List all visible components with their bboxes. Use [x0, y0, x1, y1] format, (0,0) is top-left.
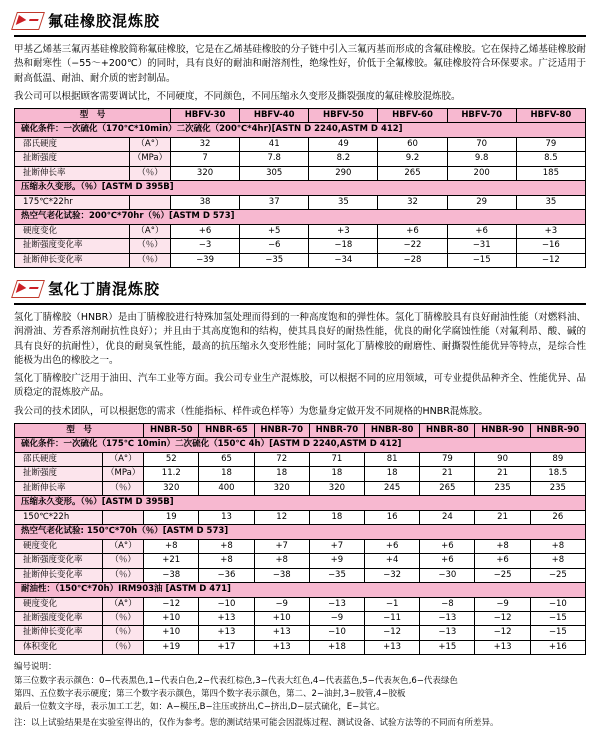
- header-col-5: HNBR-80: [420, 423, 475, 437]
- cell: +6: [170, 224, 239, 238]
- band-row: [15, 123, 586, 137]
- footer-line-3: 最后一位数文字母，表示加工工艺，如：A−模压,B−注压或挤出,C−挤出,D−层式硫化，E−其它。: [14, 701, 385, 712]
- header-col-6: HNBR-90: [475, 423, 530, 437]
- row-label: 体积变化: [15, 640, 103, 654]
- band-row: [15, 210, 586, 224]
- row-label: 扯断强度变化率: [15, 239, 130, 253]
- cell: −18: [309, 239, 378, 253]
- cell: +8: [475, 539, 530, 553]
- cell: 79: [516, 137, 585, 151]
- row-unit: [129, 195, 170, 209]
- table-row: [15, 166, 586, 180]
- band-compression-set: 压缩永久变形。（％）[ASTM D 395B]: [15, 181, 586, 195]
- header-col-1: HNBR-65: [199, 423, 254, 437]
- cell: −12: [475, 612, 530, 626]
- cell: 305: [240, 166, 309, 180]
- cell: +10: [144, 612, 199, 626]
- cell: 235: [530, 481, 585, 495]
- cell: 72: [254, 452, 309, 466]
- header-col-7: HNBR-90: [530, 423, 585, 437]
- cell: +13: [365, 640, 420, 654]
- cell: +8: [199, 539, 254, 553]
- header-col-4: HNBR-80: [365, 423, 420, 437]
- cell: 320: [254, 481, 309, 495]
- cell: −10: [309, 626, 364, 640]
- cell: 400: [199, 481, 254, 495]
- cell: −25: [530, 568, 585, 582]
- table-row: [15, 612, 586, 626]
- cell: 21: [475, 467, 530, 481]
- cell: 32: [170, 137, 239, 151]
- cell: 65: [199, 452, 254, 466]
- section1-paragraph-2: 我公司可以根据顾客需要调试比，不同硬度，不同颜色，不同压缩永久变形及撕裂强度的氟硅橡胶混炼胶。: [14, 90, 461, 102]
- cell: +17: [199, 640, 254, 654]
- section1-header: [14, 10, 586, 31]
- row-label: 扯断伸长率: [15, 166, 130, 180]
- table-row: [15, 626, 586, 640]
- cell: −6: [240, 239, 309, 253]
- cell: +6: [365, 539, 420, 553]
- header-col-1: HBFV-40: [240, 109, 309, 123]
- cell: −25: [475, 568, 530, 582]
- row-unit: （MPa）: [129, 152, 170, 166]
- cell: −32: [365, 568, 420, 582]
- table-row: [15, 510, 586, 524]
- cell: −10: [530, 597, 585, 611]
- cell: 21: [475, 510, 530, 524]
- table-row: [15, 568, 586, 582]
- cell: 79: [420, 452, 475, 466]
- row-label: 扯断伸长变化率: [15, 253, 130, 267]
- cell: 18: [309, 510, 364, 524]
- section2-paragraph-3: 我公司的技术团队，可以根据您的需求（性能指标、样件或色样等）为您量身定做开发不同规格的HNBR混炼胶。: [14, 405, 488, 417]
- cell: 200: [447, 166, 516, 180]
- flag-icon: [11, 12, 45, 30]
- cell: +5: [240, 224, 309, 238]
- divider: [14, 35, 586, 37]
- cell: −12: [475, 626, 530, 640]
- hnbr-table: [14, 423, 586, 656]
- cell: 245: [365, 481, 420, 495]
- table-row: [15, 195, 586, 209]
- row-unit: （％）: [103, 481, 144, 495]
- header-col-2: HBFV-50: [309, 109, 378, 123]
- cell: −1: [365, 597, 420, 611]
- cell: −22: [378, 239, 447, 253]
- row-unit: （％）: [103, 554, 144, 568]
- table-row: [15, 539, 586, 553]
- cell: +10: [144, 626, 199, 640]
- cell: +6: [420, 554, 475, 568]
- row-unit: （A°）: [129, 137, 170, 151]
- section2-header: [14, 278, 586, 299]
- section-fluorosilicone: [14, 10, 586, 268]
- cell: −38: [144, 568, 199, 582]
- cell: 90: [475, 452, 530, 466]
- cell: 12: [254, 510, 309, 524]
- row-label: 175℃*22hr: [15, 195, 130, 209]
- table-header-row: [15, 109, 586, 123]
- row-unit: （％）: [103, 568, 144, 582]
- cell: −9: [475, 597, 530, 611]
- cell: −31: [447, 239, 516, 253]
- cell: 26: [530, 510, 585, 524]
- cell: 35: [516, 195, 585, 209]
- footer-line-1: 第三位数字表示颜色：0−代表黑色,1−代表白色,2−代表红棕色,3−代表大红色,4−代表蓝色,5−代表灰色,6−代表绿色: [14, 675, 458, 686]
- cell: −12: [516, 253, 585, 267]
- table-row: [15, 554, 586, 568]
- cell: 21: [420, 467, 475, 481]
- row-unit: （A°）: [103, 597, 144, 611]
- table-row: [15, 253, 586, 267]
- cell: 70: [447, 137, 516, 151]
- band-row: [15, 438, 586, 452]
- cell: 18.5: [530, 467, 585, 481]
- cell: +8: [144, 539, 199, 553]
- footer-notes: [14, 661, 586, 730]
- cell: −28: [378, 253, 447, 267]
- header-col-5: HBFV-80: [516, 109, 585, 123]
- cell: 18: [199, 467, 254, 481]
- cell: 32: [378, 195, 447, 209]
- row-label: 扯断伸长变化率: [15, 568, 103, 582]
- cell: 265: [378, 166, 447, 180]
- row-label: 扯断强度: [15, 152, 130, 166]
- cell: 265: [420, 481, 475, 495]
- row-unit: （％）: [103, 626, 144, 640]
- header-model: 型 号: [15, 423, 144, 437]
- cell: −13: [420, 626, 475, 640]
- cell: +13: [199, 612, 254, 626]
- row-unit: （A°）: [103, 452, 144, 466]
- cell: 290: [309, 166, 378, 180]
- table-row: [15, 467, 586, 481]
- cell: 9.8: [447, 152, 516, 166]
- header-col-0: HBFV-30: [170, 109, 239, 123]
- row-label: 150℃*22h: [15, 510, 103, 524]
- cell: 185: [516, 166, 585, 180]
- cell: +21: [144, 554, 199, 568]
- cell: 8.2: [309, 152, 378, 166]
- cell: −30: [420, 568, 475, 582]
- section2-paragraph-2: 氢化丁腈橡胶广泛用于油田、汽车工业等方面。我公司专业生产混炼胶，可以根据不同的应用领域，可专业提供品种齐全、性能优异、品质稳定的混炼胶产品。: [14, 373, 586, 399]
- cell: +6: [378, 224, 447, 238]
- cell: +6: [475, 554, 530, 568]
- cell: 18: [365, 467, 420, 481]
- cell: 18: [309, 467, 364, 481]
- table-row: [15, 481, 586, 495]
- band-oil-resistance: 耐油性：（150℃*70h）IRM903油 [ASTM D 471]: [15, 583, 586, 597]
- section-hnbr: [14, 278, 586, 655]
- band-row: [15, 525, 586, 539]
- cell: 19: [144, 510, 199, 524]
- cell: +13: [475, 640, 530, 654]
- band-row: [15, 583, 586, 597]
- cell: +19: [144, 640, 199, 654]
- band-cure-conditions: 硫化条件：一次硫化（170℃*10min）二次硫化（200℃*4hr)[ASTN D 2240,ASTM D 412]: [15, 123, 586, 137]
- section2-title: 氢化丁腈混炼胶: [48, 280, 161, 299]
- cell: +13: [254, 626, 309, 640]
- flag-icon: [11, 280, 45, 298]
- fluorosilicone-table: [14, 108, 586, 268]
- cell: 8.5: [516, 152, 585, 166]
- cell: +16: [530, 640, 585, 654]
- footer-line-2: 第四、五位数字表示硬度；第三个数字表示颜色，第四个数字表示颜色，第二、2−油封,3−胶管,4−胶板: [14, 688, 406, 699]
- cell: +7: [254, 539, 309, 553]
- cell: −12: [144, 597, 199, 611]
- cell: +8: [530, 554, 585, 568]
- row-label: 硬度变化: [15, 597, 103, 611]
- cell: −12: [365, 626, 420, 640]
- cell: 235: [475, 481, 530, 495]
- cell: 7.8: [240, 152, 309, 166]
- cell: −3: [170, 239, 239, 253]
- cell: 35: [309, 195, 378, 209]
- band-compression-set: 压缩永久变形。（％）[ASTM D 395B]: [15, 496, 586, 510]
- cell: 16: [365, 510, 420, 524]
- cell: 18: [254, 467, 309, 481]
- footer-disclaimer: 注：以上试验结果是在实验室得出的，仅作为参考。您的测试结果可能会因混炼过程、测试设备、试验方法等的不同而有所差异。: [14, 718, 499, 729]
- cell: 29: [447, 195, 516, 209]
- header-col-3: HBFV-60: [378, 109, 447, 123]
- cell: +8: [254, 554, 309, 568]
- cell: −34: [309, 253, 378, 267]
- section1-paragraph-1: 甲基乙烯基三氟丙基硅橡胶简称氟硅橡胶，它是在乙烯基硅橡胶的分子链中引入三氟丙基而形成的含氟硅橡胶。它在保持乙烯基硅橡胶耐热和耐寒性（−55～+200℃）的同时，具有良好的耐油和耐溶剂性，绝缘性好，价低于全氟橡胶。氟硅橡胶符合环保要求。广泛适用于耐高低温、耐油、耐介质的密封制品。: [14, 44, 586, 84]
- cell: 7: [170, 152, 239, 166]
- cell: −9: [309, 612, 364, 626]
- cell: 89: [530, 452, 585, 466]
- cell: −15: [530, 612, 585, 626]
- row-unit: [103, 510, 144, 524]
- cell: +6: [447, 224, 516, 238]
- cell: 11.2: [144, 467, 199, 481]
- cell: −15: [530, 626, 585, 640]
- cell: −35: [309, 568, 364, 582]
- footer-heading: 编号说明：: [14, 662, 57, 673]
- band-heat-aging: 热空气老化试验: 150℃*70h（％）[ASTM D 573]: [15, 525, 586, 539]
- band-row: [15, 496, 586, 510]
- cell: +15: [420, 640, 475, 654]
- cell: 320: [170, 166, 239, 180]
- row-unit: （％）: [103, 612, 144, 626]
- header-col-2: HNBR-70: [254, 423, 309, 437]
- cell: 41: [240, 137, 309, 151]
- cell: −38: [254, 568, 309, 582]
- row-label: 硬度变化: [15, 224, 130, 238]
- table-row: [15, 597, 586, 611]
- cell: −9: [254, 597, 309, 611]
- cell: −35: [240, 253, 309, 267]
- header-col-3: HNBR-70: [309, 423, 364, 437]
- row-unit: （MPa）: [103, 467, 144, 481]
- cell: −36: [199, 568, 254, 582]
- section1-title: 氟硅橡胶混炼胶: [48, 12, 161, 30]
- table-row: [15, 640, 586, 654]
- table-row: [15, 137, 586, 151]
- cell: −13: [420, 612, 475, 626]
- divider: [14, 303, 586, 305]
- row-label: 邵氏硬度: [15, 452, 103, 466]
- header-col-0: HNBR-50: [144, 423, 199, 437]
- cell: 13: [199, 510, 254, 524]
- table-row: [15, 452, 586, 466]
- cell: +7: [309, 539, 364, 553]
- cell: −8: [420, 597, 475, 611]
- cell: +13: [254, 640, 309, 654]
- cell: 320: [144, 481, 199, 495]
- cell: −13: [309, 597, 364, 611]
- cell: +8: [530, 539, 585, 553]
- row-unit: （A°）: [103, 539, 144, 553]
- cell: 37: [240, 195, 309, 209]
- cell: 9.2: [378, 152, 447, 166]
- cell: 320: [309, 481, 364, 495]
- table-row: [15, 239, 586, 253]
- cell: +13: [199, 626, 254, 640]
- cell: 52: [144, 452, 199, 466]
- cell: +8: [199, 554, 254, 568]
- cell: 49: [309, 137, 378, 151]
- cell: 71: [309, 452, 364, 466]
- cell: −10: [199, 597, 254, 611]
- header-col-4: HBFV-70: [447, 109, 516, 123]
- cell: 81: [365, 452, 420, 466]
- cell: 24: [420, 510, 475, 524]
- cell: −16: [516, 239, 585, 253]
- header-model: 型 号: [15, 109, 171, 123]
- cell: +3: [309, 224, 378, 238]
- cell: 38: [170, 195, 239, 209]
- table-header-row: [15, 423, 586, 437]
- row-label: 扯断强度变化率: [15, 554, 103, 568]
- table-row: [15, 152, 586, 166]
- cell: +4: [365, 554, 420, 568]
- row-unit: （％）: [129, 239, 170, 253]
- section2-paragraph-1: 氢化丁腈橡胶（HNBR）是由丁腈橡胶进行特殊加氢处理而得到的一种高度饱和的弹性体。氢化丁腈橡胶具有良好耐油性能（对燃料油、润滑油、芳香系溶剂耐抗性良好）；并且由于其高度饱和的结构，使其具良好的耐热性能，优良的耐化学腐蚀性能（对氟利昂、酸、碱的具有良好的抗耐性），优良的耐臭氧性能，最高的抗压缩永久变形性能；同时氢化丁腈橡胶的耐磨性、耐撕裂性能优异等特点，是综合性能极为出色的橡胶之一。: [14, 312, 586, 366]
- row-unit: （％）: [103, 640, 144, 654]
- row-unit: （A°）: [129, 224, 170, 238]
- band-heat-aging: 热空气老化试验：200℃*70hr（％）[ASTM D 573]: [15, 210, 586, 224]
- cell: −11: [365, 612, 420, 626]
- cell: +18: [309, 640, 364, 654]
- row-label: 扯断伸长率: [15, 481, 103, 495]
- row-label: 硬度变化: [15, 539, 103, 553]
- cell: −39: [170, 253, 239, 267]
- band-cure-conditions: 硫化条件：一次硫化（175℃ 10min）二次硫化（150℃ 4h）[ASTM D 2240,ASTM D 412]: [15, 438, 586, 452]
- row-label: 邵氏硬度: [15, 137, 130, 151]
- cell: 60: [378, 137, 447, 151]
- table-row: [15, 224, 586, 238]
- cell: +3: [516, 224, 585, 238]
- band-row: [15, 181, 586, 195]
- cell: +10: [254, 612, 309, 626]
- row-label: 扯断强度: [15, 467, 103, 481]
- cell: +6: [420, 539, 475, 553]
- row-label: 扯断强度变化率: [15, 612, 103, 626]
- cell: +9: [309, 554, 364, 568]
- row-label: 扯断伸长变化率: [15, 626, 103, 640]
- cell: −15: [447, 253, 516, 267]
- row-unit: （％）: [129, 166, 170, 180]
- row-unit: （％）: [129, 253, 170, 267]
